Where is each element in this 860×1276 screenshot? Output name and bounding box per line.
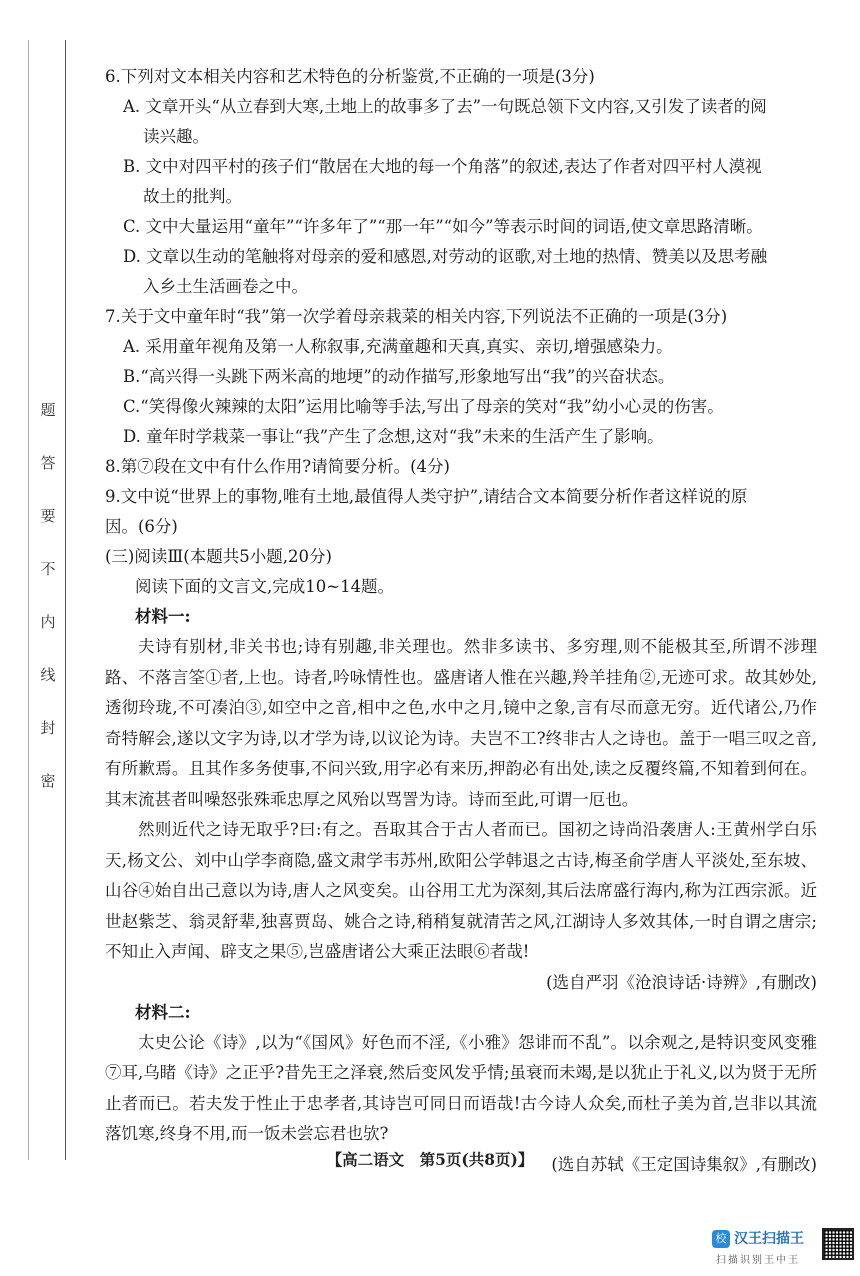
option-a: A. 采用童年视角及第一人称叙事,充满童趣和天真,真实、亲切,增强感染力。 [123,337,673,356]
question-stem: 7.关于文中童年时“我”第一次学着母亲栽菜的相关内容,下列说法不正确的一项是(3分) [105,307,728,326]
option-b: B. 文中对四平村的孩子们“散居在大地的每一个角落”的叙述,表达了作者对四平村人漠视 故土的批判。 [123,157,762,206]
question-9: 9.文中说“世界上的事物,唯有土地,最值得人类守护”,请结合文本简要分析作者这样说的原 因。(6分) [105,487,748,536]
binding-char: 密 [40,772,56,790]
exam-content [105,62,817,1180]
material-2-paragraph-1: 太史公论《诗》,以为“《国风》好色而不淫,《小雅》怨诽而不乱”。以余观之,是特识变风变雅⑦耳,乌睹《诗》之正乎?昔先王之泽衰,然后变风发乎情;虽衰而未竭,是以犹止于礼义,以为贤于无所止者而已。若夫发于性止于忠孝者,其诗岂可同日而语哉!古今诗人众矣,而杜子美为首,岂非以其流落饥寒,终身不用,而一饭未尝忘君也欤? [105,1032,817,1143]
option-d: D. 文章以生动的笔触将对母亲的爱和感恩,对劳动的讴歌,对土地的热情、赞美以及思考融 入乡土生活画卷之中。 [123,247,768,296]
section-title: (三)阅读Ⅲ(本题共5小题,20分) [105,547,332,566]
section-instruction: 阅读下面的文言文,完成10~14题。 [135,577,395,596]
page-footer: 【高二语文 第5页(共8页)】 [326,1150,534,1169]
material-2-source: (选自苏轼《王定国诗集叙》,有删改) [551,1154,817,1174]
binding-char: 封 [40,719,56,737]
material-1-label: 材料一: [135,607,191,626]
binding-char: 线 [40,666,56,684]
option-b: B.“高兴得一头跳下两米高的地埂”的动作描写,形象地写出“我”的兴奋状态。 [123,367,675,386]
option-a: A. 文章开头“从立春到大寒,土地上的故事多了去”一句既总领下文内容,又引发了读者的阅 读兴趣。 [123,97,767,146]
binding-char: 要 [40,507,56,525]
binding-guide-line [28,40,29,1160]
question-8: 8.第⑦段在文中有什么作用?请简要分析。(4分) [105,457,450,476]
option-c: C.“笑得像火辣辣的太阳”运用比喻等手法,写出了母亲的笑对“我”幼小心灵的伤害。 [123,397,724,416]
option-c: C. 文中大量运用“童年”“许多年了”“那一年”“如今”等表示时间的词语,使文章思路清晰。 [123,217,763,236]
material-1-source: (选自严羽《沧浪诗话·诗辨》,有删改) [546,972,817,992]
question-stem: 6.下列对文本相关内容和艺术特色的分析鉴赏,不正确的一项是(3分) [105,67,595,86]
question-6 [105,62,817,302]
binding-char: 答 [40,454,56,472]
binding-char: 内 [40,613,56,631]
binding-char: 题 [40,401,56,419]
scanner-watermark [712,1226,852,1270]
question-7 [105,302,817,452]
scanner-logo-icon: 校 [712,1230,730,1248]
option-d: D. 童年时学栽菜一事让“我”产生了念想,这对“我”未来的生活产生了影响。 [123,427,664,446]
binding-char: 不 [40,560,56,578]
watermark-title: 汉王扫描王 [734,1231,804,1247]
material-2-label: 材料二: [135,1002,191,1022]
material-1-paragraph-2: 然则近代之诗无取乎?曰:有之。吾取其合于古人者而已。国初之诗尚沿袭唐人:王黄州学白乐天,杨文公、刘中山学李商隐,盛文肃学韦苏州,欧阳公学韩退之古诗,梅圣俞学唐人平淡处,至东坡、山谷④始自出己意以为诗,唐人之风变矣。山谷用工尤为深刻,其后法席盛行海内,称为江西宗派。近世赵紫芝、翁灵舒辈,独喜贾岛、姚合之诗,稍稍复就清苦之风,江湖诗人多效其体,一时自谓之唐宗;不知止入声闻、辟支之果⑤,岂盛唐诸公大乘正法眼⑥者哉! [105,820,817,961]
watermark-subtitle: 扫描识别王中王 [716,1255,800,1266]
material-1-paragraph-1: 夫诗有别材,非关书也;诗有别趣,非关理也。然非多读书、多穷理,则不能极其至,所谓不涉理路、不落言筌①者,上也。诗者,吟咏情性也。盛唐诸人惟在兴趣,羚羊挂角②,无迹可求。故其妙处,透彻玲珑,不可凑泊③,如空中之音,相中之色,水中之月,镜中之象,言有尽而意无穷。近代诸公,乃作奇特解会,遂以文字为诗,以才学为诗,以议论为诗。夫岂不工?终非古人之诗也。盖于一唱三叹之音,有所歉焉。且其作多务使事,不问兴致,用字必有来历,押韵必有出处,读之反覆终篇,不知着到何在。其末流甚者叫噪怒张殊乖忠厚之风殆以骂詈为诗。诗而至此,可谓一厄也。 [105,637,817,809]
binding-line [65,40,66,1160]
qr-code-icon [822,1228,854,1260]
binding-warning [38,400,58,824]
